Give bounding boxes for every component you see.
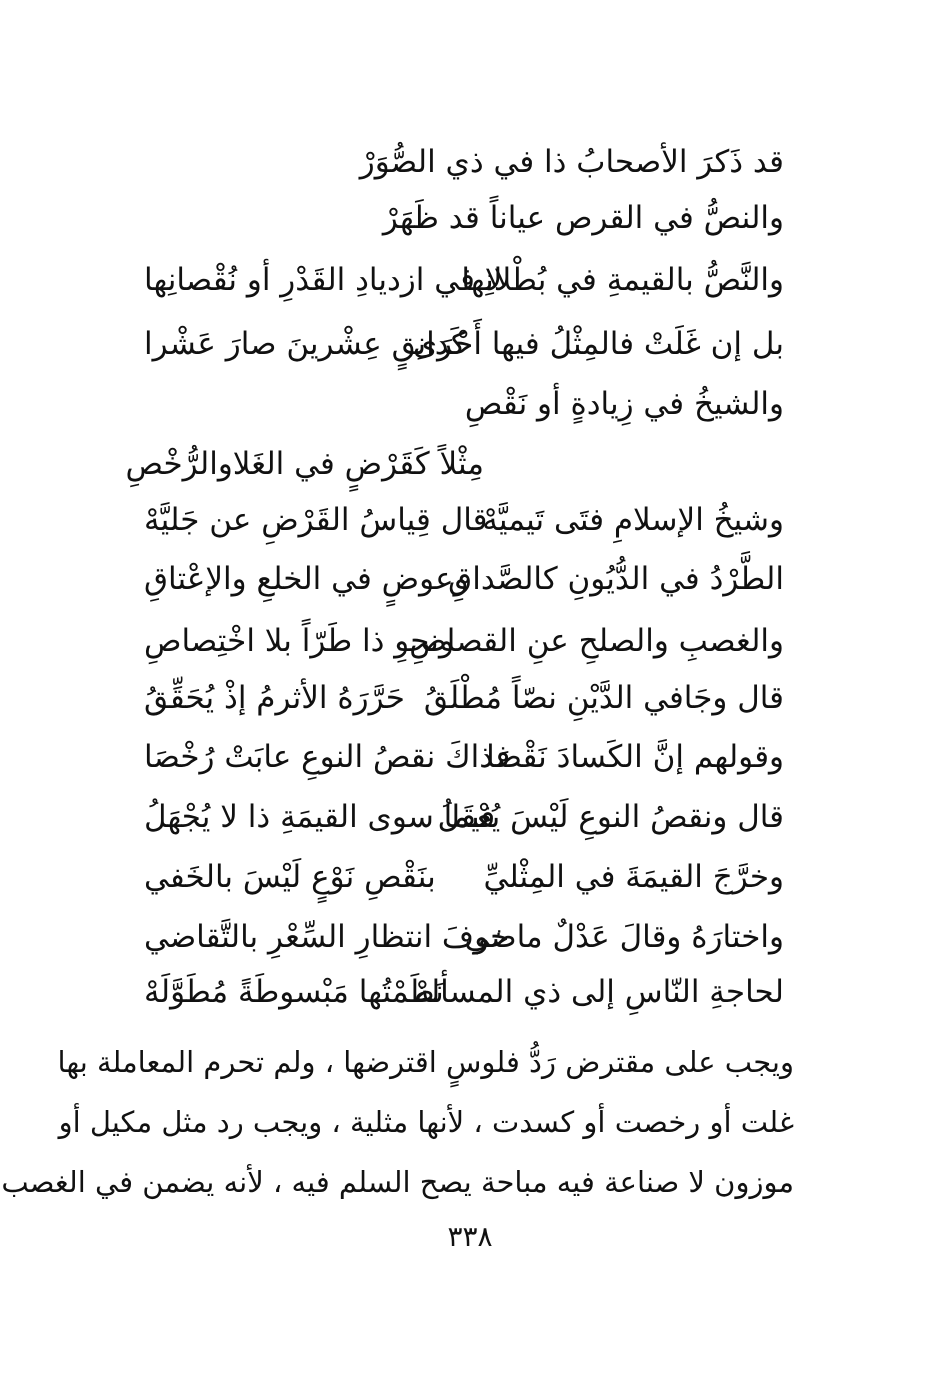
prose-line: موزون لا صناعة فيه مباحة يصح السلم فيه ، لأنه يضمن في الغصب <box>1 1165 794 1199</box>
verse-hemistich-left: لا في ازديادِ القَدْرِ أو نُقْصانِها <box>144 262 503 298</box>
verse-line <box>144 498 784 542</box>
verse-line <box>144 140 784 184</box>
verse-line <box>144 970 784 1014</box>
verse-hemistich-left: قال قِياسُ القَرْضِ عن جَليَّهْ <box>144 502 488 538</box>
verse-hemistich-left: فيما سوى القيمَةِ ذا لا يُجْهَلُ <box>144 799 496 835</box>
verse-line <box>144 915 784 959</box>
prose-line: غلت أو رخصت أو كسدت ، لأنها مثلية ، ويجب رد مثل مكيل أو <box>58 1105 794 1139</box>
verse-hemistich-left: ونحوِ ذا طَرّاً بلا اخْتِصاصِ <box>144 623 454 659</box>
verse-hemistich-right: وخرَّجَ القيمَةَ في المِثْليِّ <box>483 859 784 895</box>
verse-line <box>144 735 784 779</box>
verse-hemistich-left: وعوضٍ في الخلعِ والإعْتاقِ <box>144 561 469 597</box>
verse-hemistich-left: فذاكَ نقصُ النوعِ عابَتْ رُخْصَا <box>144 739 511 775</box>
verse-hemistich-left: كَدانِقٍ عِشْرينَ صارَ عَشْرا <box>144 326 466 362</box>
verse-hemistich-left: خوفَ انتظارِ السِّعْرِ بالتَّقاضي <box>144 919 510 955</box>
verse-hemistich-left: مِثْلاً كَقَرْضٍ في الغَلاوالرُّخْصِ <box>125 446 484 482</box>
prose-line: ويجب على مقترض رَدُّ فلوسٍ اقترضها ، ولم تحرم المعاملة بها <box>57 1045 794 1079</box>
page-number: ٣٣٨ <box>447 1220 493 1253</box>
verse-line <box>144 196 784 240</box>
verse-hemistich-right: الطَّرْدُ في الدُّيُونِ كالصَّداقِ <box>448 561 784 597</box>
verse-hemistich-right: قال ونقصُ النوعِ لَيْسَ يُعْقَلُ <box>437 799 784 835</box>
verse-hemistich-right: والغصبِ والصلحِ عنِ القصاصِ <box>409 623 784 659</box>
verse-hemistich-right: والنصُّ في القرص عياناً قد ظَهَرْ <box>382 200 784 236</box>
verse-hemistich-right: قال وجَافي الدَّيْنِ نصّاً مُطْلَقُ <box>423 680 784 716</box>
verse-line <box>144 382 784 426</box>
verse-hemistich-left: نَظَمْتُها مَبْسوطَةً مُطَوَّلَهْ <box>144 974 444 1010</box>
verse-hemistich-left: بنَقْصِ نَوْعٍ لَيْسَ بالخَفي <box>144 859 436 895</box>
verse-line <box>144 322 784 366</box>
verse-hemistich-right: قد ذَكرَ الأصحابُ ذا في ذي الصُّوَرْ <box>359 144 784 180</box>
verse-line <box>144 258 784 302</box>
verse-line <box>125 442 784 486</box>
verse-hemistich-right: واختارَهُ وقالَ عَدْلٌ ماضي <box>464 919 784 955</box>
verse-hemistich-right: وشيخُ الإسلامِ فتَى تَيميَّهْ <box>482 502 784 538</box>
verse-hemistich-right: والشيخُ في زِيادةٍ أو نَقْصِ <box>464 386 784 422</box>
verse-hemistich-right: وقولهم إنَّ الكَسادَ نَقْصَا <box>486 739 784 775</box>
verse-line <box>144 855 784 899</box>
verse-hemistich-right: لحاجةِ النّاسِ إلى ذي المسألهْ <box>414 974 784 1010</box>
verse-hemistich-right: والنَّصُّ بالقيمةِ في بُطْلانِها <box>461 262 784 298</box>
verse-line <box>144 557 784 601</box>
verse-hemistich-right: بل إن غَلَتْ فالمِثْلُ فيها أَحْرَى <box>412 326 784 362</box>
verse-line <box>144 619 784 663</box>
verse-hemistich-left: حَرَّرَهُ الأثرمُ إذْ يُحَقِّقُ <box>144 680 405 716</box>
verse-line <box>144 676 784 720</box>
verse-line <box>144 795 784 839</box>
